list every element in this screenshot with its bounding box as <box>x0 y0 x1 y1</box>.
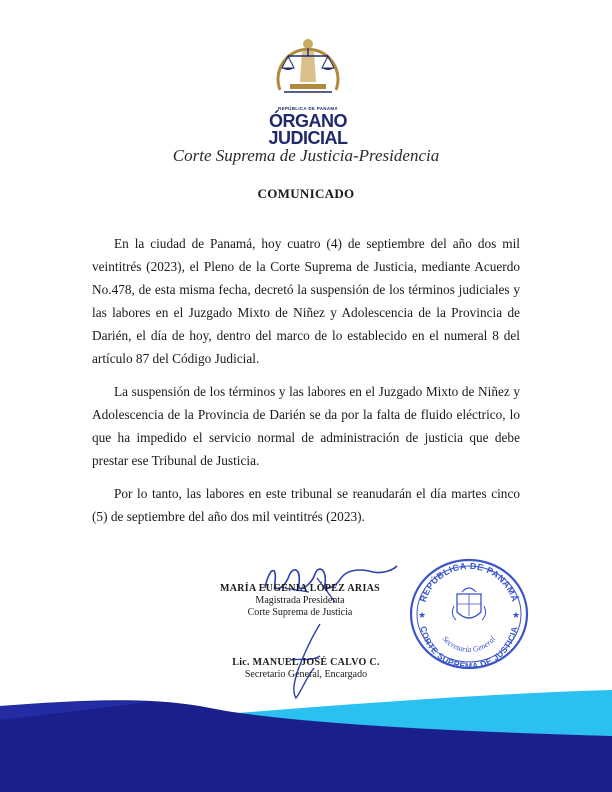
document-body <box>92 232 520 538</box>
document-subtitle: Corte Suprema de Justicia-Presidencia <box>172 146 440 165</box>
signatory-name: Lic. MANUEL JOSÉ CALVO C. <box>232 657 380 668</box>
svg-text:★: ★ <box>418 610 427 620</box>
svg-text:★: ★ <box>512 610 521 620</box>
official-seal-stamp <box>404 554 534 672</box>
logo-title-line1: ÓRGANO <box>269 111 347 131</box>
organo-judicial-logo <box>262 24 354 148</box>
logo-country-text: REPÚBLICA DE PANAMÁ <box>278 106 338 111</box>
signatory-title: Secretario General, Encargado <box>244 669 368 680</box>
svg-text:CORTE SUPREMA DE JUSTICIA: CORTE SUPREMA DE JUSTICIA <box>418 625 520 672</box>
signatory-institution: Corte Suprema de Justicia <box>247 607 353 618</box>
logo-title-line2: JUDICIAL <box>268 128 348 148</box>
signature-block-president <box>200 583 400 619</box>
body-paragraph: La suspensión de los términos y las labores en el Juzgado Mixto de Niñez y Adolescencia de la Provincia de Darién se da por la falta de fluido eléctrico, lo que ha impedido el servicio normal de administración de justicia que debe prestar ese Tribunal de Justicia. <box>92 384 520 468</box>
document-heading: COMUNICADO <box>257 186 355 201</box>
signatory-name: MARÍA EUGENIA LÓPEZ ARIAS <box>219 583 381 594</box>
footer-decorative-bands <box>0 680 612 792</box>
svg-text:Secretaría General: Secretaría General <box>440 634 498 655</box>
signature-block-secretary <box>206 657 406 681</box>
body-paragraph: En la ciudad de Panamá, hoy cuatro (4) de septiembre del año dos mil veintitrés (2023), el Pleno de la Corte Suprema de Justicia, mediante Acuerdo No.478, de esta misma fecha, decretó la suspensión de los términos judiciales y las labores en el Juzgado Mixto de Niñez y Adolescencia de la Provincia de Darién, el día de hoy, dentro del marco de lo establecido en el numeral 8 del artículo 87 del Código Judicial. <box>92 236 520 366</box>
justice-emblem-icon <box>274 24 342 94</box>
body-paragraph: Por lo tanto, las labores en este tribunal se reanudarán el día martes cinco (5) de septiembre del año dos mil veintitrés (2023). <box>92 486 520 524</box>
signatory-title: Magistrada Presidenta <box>255 595 345 606</box>
svg-text:REPÚBLICA DE PANAMÁ: REPÚBLICA DE PANAMÁ <box>417 560 521 604</box>
